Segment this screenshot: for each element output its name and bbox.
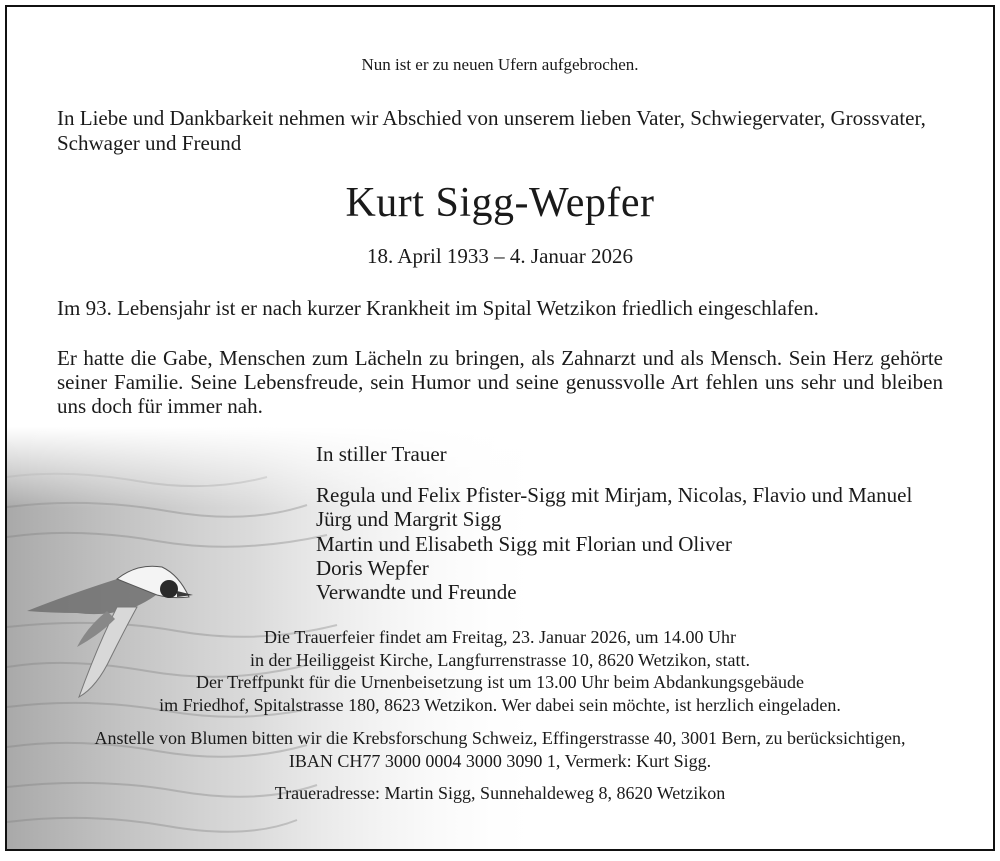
ceremony-line: in der Heiliggeist Kirche, Langfurrenstrasse 10, 8620 Wetzikon, statt. [249,649,751,670]
notice-content [7,7,993,849]
ceremony-info [7,626,993,716]
mourners-list [316,483,912,604]
death-paragraph: Im 93. Lebensjahr ist er nach kurzer Krankheit im Spital Wetzikon friedlich eingeschlafen. [57,296,819,320]
deceased-name: Kurt Sigg-Wepfer [345,180,655,226]
ceremony-line: Die Trauerfeier findet am Freitag, 23. Januar 2026, um 14.00 Uhr [264,627,736,647]
obituary-notice [5,5,995,851]
tribute-paragraph: Er hatte die Gabe, Menschen zum Lächeln zu bringen, als Zahnarzt und als Mensch. Sein Herz gehörte seiner Familie. Seine Lebensfreude, sein Humor und seine genussvolle Art fehlen uns sehr und bleiben uns doch für immer nah. [57,346,943,418]
intro-text: In Liebe und Dankbarkeit nehmen wir Abschied von unserem lieben Vater, Schwiegervater, Grossvater, Schwager und Freund [57,106,926,155]
mourning-address: Traueradresse: Martin Sigg, Sunnehaldeweg 8, 8620 Wetzikon [274,783,726,803]
mourner-entry: Regula und Felix Pfister-Sigg mit Mirjam, Nicolas, Flavio und Manuel [316,483,913,507]
donation-line: Anstelle von Blumen bitten wir die Krebsforschung Schweiz, Effingerstrasse 40, 3001 Bern, zu berücksichtigen, [94,728,906,748]
mourner-entry: Doris Wepfer [316,555,429,580]
mourning-label: In stiller Trauer [316,442,447,466]
ceremony-line: im Friedhof, Spitalstrasse 180, 8623 Wetzikon. Wer dabei sein möchte, ist herzlich eingeladen. [159,694,841,715]
donation-info [7,727,993,772]
mourner-entry: Martin und Elisabeth Sigg mit Florian und Oliver [316,531,732,556]
ceremony-line: Der Treffpunkt für die Urnenbeisetzung ist um 13.00 Uhr beim Abdankungsgebäude [195,672,805,692]
life-dates: 18. April 1933 – 4. Januar 2026 [367,244,633,268]
donation-line: IBAN CH77 3000 0004 3000 3090 1, Vermerk: Kurt Sigg. [288,750,712,771]
mourner-entry: Jürg und Margrit Sigg [316,507,502,532]
motto: Nun ist er zu neuen Ufern aufgebrochen. [361,55,639,74]
mourner-entry: Verwandte und Freunde [316,580,517,605]
